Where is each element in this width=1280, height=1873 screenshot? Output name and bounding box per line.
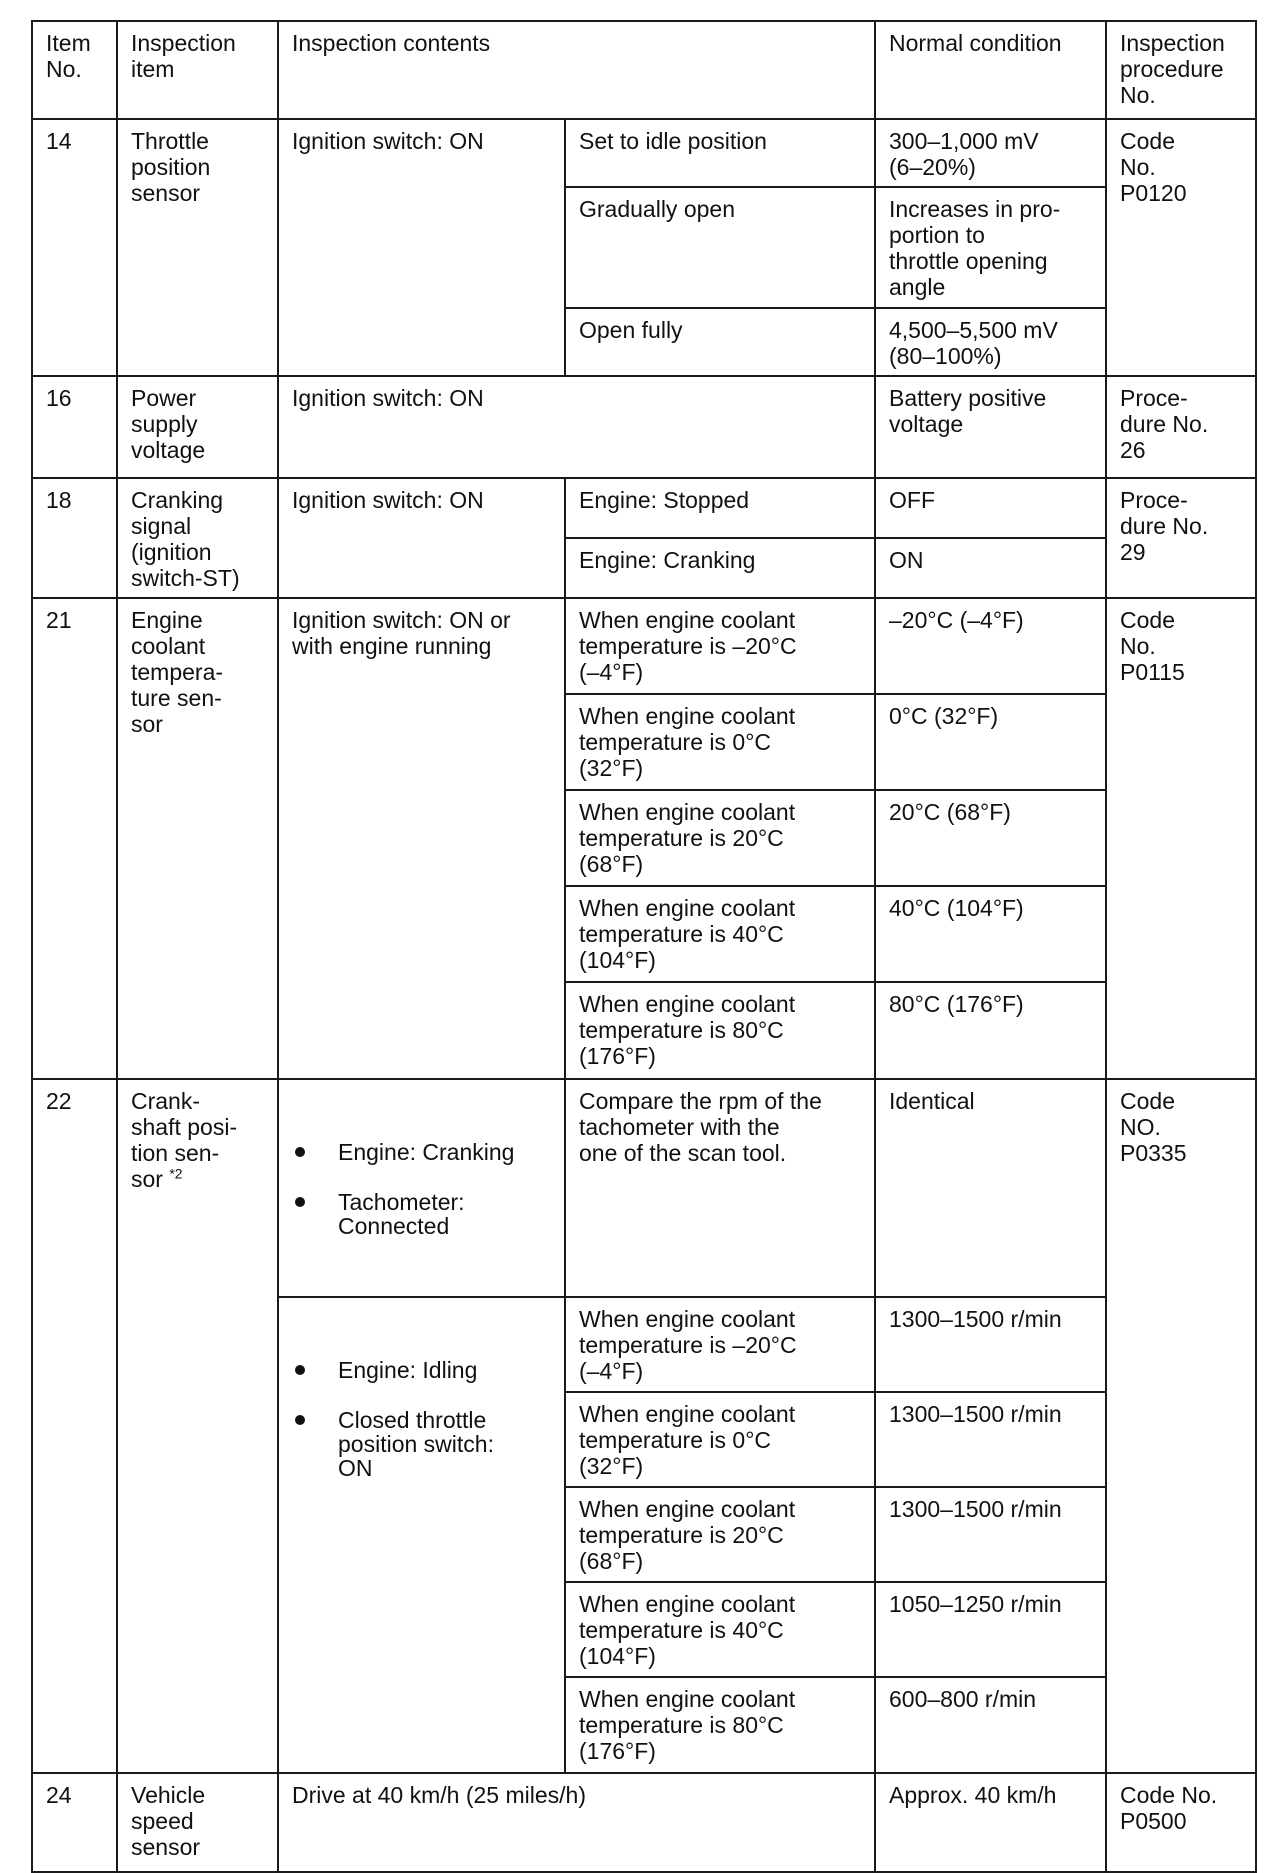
procedure-cell: Proce- dure No. 26 <box>1106 376 1256 478</box>
list-item <box>292 1190 552 1238</box>
normal-condition-cell: Increases in pro- portion to throttle opening angle <box>875 187 1106 308</box>
header-row <box>32 21 1256 119</box>
header-item-no: Item No. <box>32 21 117 119</box>
item-no-cell: 22 <box>32 1079 117 1773</box>
detail-cell: When engine coolant temperature is 80°C (176°F) <box>565 982 875 1079</box>
procedure-cell: Code No. P0115 <box>1106 598 1256 1079</box>
detail-cell: Gradually open <box>565 187 875 308</box>
normal-condition-cell: –20°C (–4°F) <box>875 598 1106 694</box>
bullet-icon <box>295 1147 305 1157</box>
normal-condition-cell: 1300–1500 r/min <box>875 1297 1106 1392</box>
detail-cell: When engine coolant temperature is –20°C (–4°F) <box>565 598 875 694</box>
header-inspection-contents: Inspection contents <box>278 21 875 119</box>
bullet-text: Tachometer: Connected <box>338 1189 465 1239</box>
normal-condition-cell: 4,500–5,500 mV (80–100%) <box>875 308 1106 376</box>
inspection-item-cell: Vehicle speed sensor <box>117 1773 278 1872</box>
table-row <box>32 1079 1256 1297</box>
condition-cell: Ignition switch: ON or with engine running <box>278 598 565 1079</box>
detail-cell: Compare the rpm of the tachometer with the one of the scan tool. <box>565 1079 875 1297</box>
normal-condition-cell: 80°C (176°F) <box>875 982 1106 1079</box>
footnote-marker: *2 <box>169 1165 183 1182</box>
normal-condition-cell: 0°C (32°F) <box>875 694 1106 790</box>
item-no-cell: 16 <box>32 376 117 478</box>
normal-condition-cell: 1300–1500 r/min <box>875 1392 1106 1487</box>
normal-condition-cell: OFF <box>875 478 1106 538</box>
item-no-cell: 24 <box>32 1773 117 1872</box>
normal-condition-cell: 600–800 r/min <box>875 1677 1106 1773</box>
detail-cell: When engine coolant temperature is 20°C (68°F) <box>565 1487 875 1582</box>
inspection-item-cell: Power supply voltage <box>117 376 278 478</box>
condition-cell <box>278 1297 565 1773</box>
inspection-item-cell: Cranking signal (ignition switch-ST) <box>117 478 278 598</box>
table-row <box>32 478 1256 538</box>
procedure-cell: Code No. P0500 <box>1106 1773 1256 1872</box>
detail-cell: When engine coolant temperature is 20°C (68°F) <box>565 790 875 886</box>
condition-cell: Ignition switch: ON <box>278 119 565 376</box>
table-row <box>32 1773 1256 1872</box>
inspection-table <box>31 20 1257 1873</box>
detail-cell: Set to idle position <box>565 119 875 187</box>
detail-cell: When engine coolant temperature is 40°C (104°F) <box>565 886 875 982</box>
table-row <box>32 376 1256 478</box>
normal-condition-cell: Approx. 40 km/h <box>875 1773 1106 1872</box>
detail-cell: When engine coolant temperature is 40°C (104°F) <box>565 1582 875 1677</box>
detail-cell: When engine coolant temperature is 0°C (32°F) <box>565 694 875 790</box>
detail-cell: When engine coolant temperature is –20°C (–4°F) <box>565 1297 875 1392</box>
procedure-cell: Code No. P0120 <box>1106 119 1256 376</box>
header-inspection-item: Inspection item <box>117 21 278 119</box>
condition-cell: Ignition switch: ON <box>278 376 875 478</box>
procedure-cell: Proce- dure No. 29 <box>1106 478 1256 598</box>
list-item <box>292 1358 552 1382</box>
normal-condition-cell: 20°C (68°F) <box>875 790 1106 886</box>
normal-condition-cell: 1050–1250 r/min <box>875 1582 1106 1677</box>
table-row <box>32 119 1256 187</box>
procedure-cell: Code NO. P0335 <box>1106 1079 1256 1773</box>
detail-cell: Engine: Stopped <box>565 478 875 538</box>
bullet-icon <box>295 1415 305 1425</box>
condition-bullet-list <box>292 1114 552 1264</box>
normal-condition-cell: ON <box>875 538 1106 598</box>
detail-cell: When engine coolant temperature is 80°C (176°F) <box>565 1677 875 1773</box>
normal-condition-cell: 1300–1500 r/min <box>875 1487 1106 1582</box>
normal-condition-cell: 300–1,000 mV (6–20%) <box>875 119 1106 187</box>
list-item <box>292 1408 552 1480</box>
detail-cell: When engine coolant temperature is 0°C (32°F) <box>565 1392 875 1487</box>
table-row <box>32 598 1256 694</box>
spec-page <box>31 20 1255 1873</box>
inspection-item-text: Crank- shaft posi- tion sen- sor <box>131 1088 238 1192</box>
item-no-cell: 14 <box>32 119 117 376</box>
bullet-icon <box>295 1365 305 1375</box>
bullet-icon <box>295 1197 305 1207</box>
inspection-item-cell: Throttle position sensor <box>117 119 278 376</box>
detail-cell: Engine: Cranking <box>565 538 875 598</box>
bullet-text: Engine: Idling <box>338 1357 478 1383</box>
bullet-text: Engine: Cranking <box>338 1139 515 1165</box>
inspection-item-cell <box>117 1079 278 1773</box>
condition-bullet-list <box>292 1332 552 1506</box>
detail-cell: Open fully <box>565 308 875 376</box>
list-item <box>292 1140 552 1164</box>
condition-cell <box>278 1079 565 1297</box>
item-no-cell: 21 <box>32 598 117 1079</box>
inspection-item-cell: Engine coolant tempera- ture sen- sor <box>117 598 278 1079</box>
item-no-cell: 18 <box>32 478 117 598</box>
normal-condition-cell: Battery positive voltage <box>875 376 1106 478</box>
condition-cell: Drive at 40 km/h (25 miles/h) <box>278 1773 875 1872</box>
normal-condition-cell: 40°C (104°F) <box>875 886 1106 982</box>
header-normal-condition: Normal condition <box>875 21 1106 119</box>
header-procedure-no: Inspection procedure No. <box>1106 21 1256 119</box>
bullet-text: Closed throttle position switch: ON <box>338 1407 494 1481</box>
normal-condition-cell: Identical <box>875 1079 1106 1297</box>
condition-cell: Ignition switch: ON <box>278 478 565 598</box>
